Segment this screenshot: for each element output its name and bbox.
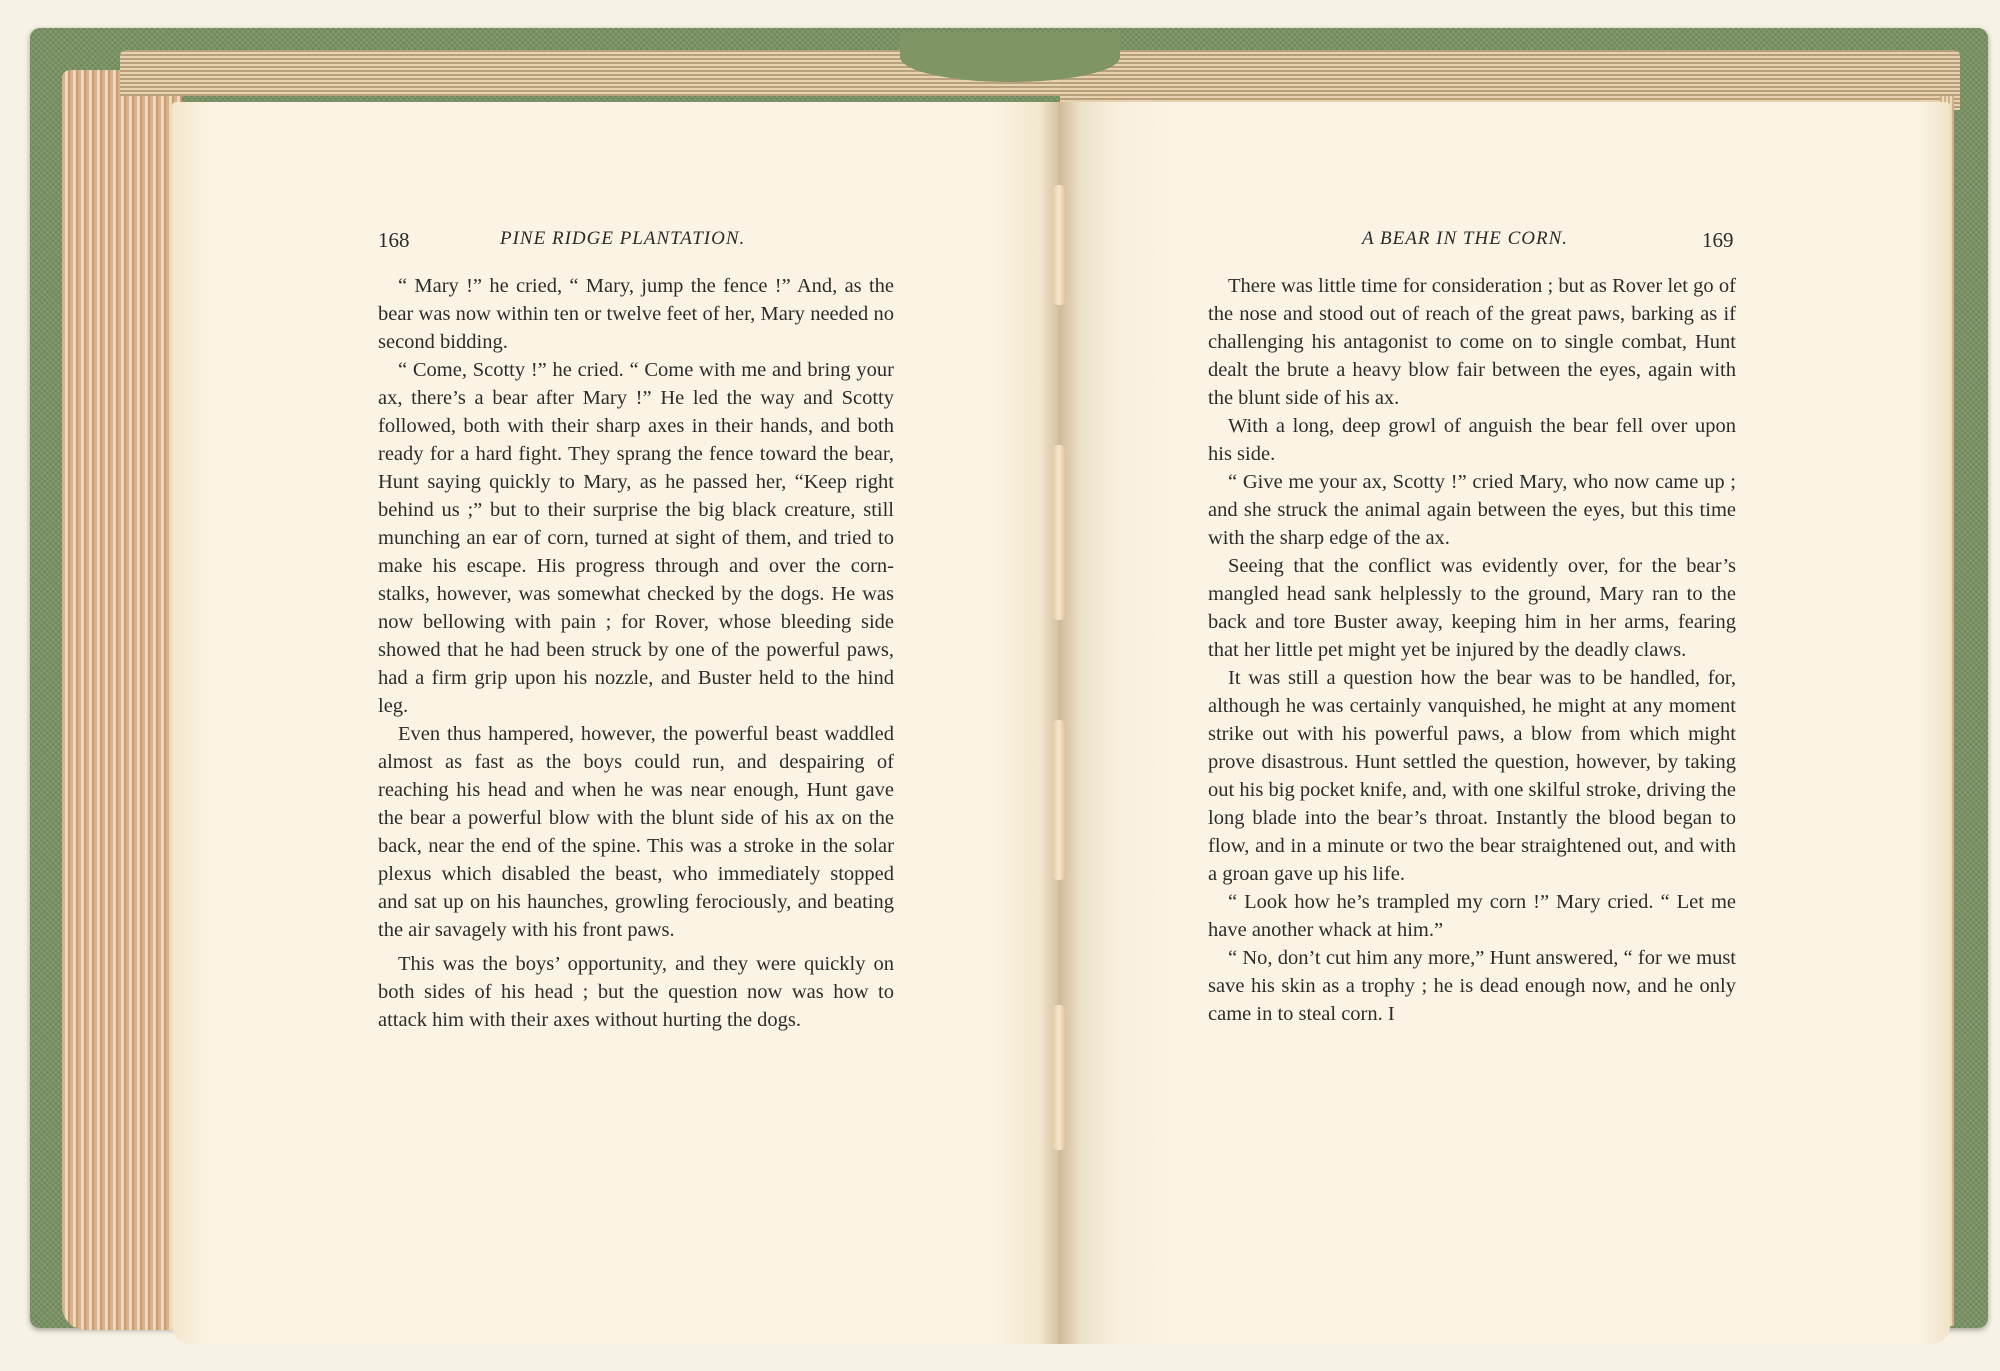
paragraph: “ Come, Scotty !” he cried. “ Come with me and bring your ax, there’s a bear after Mary !” He led the way and Scotty followed, both with their sharp axes in their hands, and both ready for a hard fight. They sprang the fence toward the bear, Hunt saying quickly to Mary, as he passed her, “Keep right behind us ;” but to their surprise the big black creature, still munching an ear of corn, turned at sight of them, and tried to make his escape. His progress through and over the corn-stalks, however, was somewhat checked by the dogs. He was now bellowing with pain ; for Rover, whose bleeding side showed that he had been struck by one of the powerful paws, had a firm grip upon his nozzle, and Buster held to the hind leg. [378, 359, 894, 717]
right-running-header [1350, 228, 1740, 258]
paragraph: There was little time for consideration ; but as Rover let go of the nose and stood out of reach of the great paws, barking as if challenging his antagonist to come on to single combat, Hunt dealt the brute a heavy blow fair between the eyes, again with the blunt side of his ax. [1208, 275, 1736, 409]
spine-head [900, 32, 1120, 82]
paragraph: “ Look how he’s trampled my corn !” Mary cried. “ Let me have another whack at him.” [1208, 891, 1736, 941]
right-running-title: A BEAR IN THE CORN. [1362, 228, 1569, 249]
paragraph: It was still a question how the bear was to be handled, for, although he was certainly vanquished, he might at any moment strike out with his powerful paws, a blow from which might prove disastrous. Hunt settled the question, however, by taking out his big pocket knife, and, with one skilful stroke, driving the long blade into the bear’s throat. Instantly the blood began to flow, and in a minute or two the bear straightened out, and with a groan gave up his life. [1208, 667, 1736, 885]
binding-stitch [1052, 445, 1066, 620]
paragraph: “ Give me your ax, Scotty !” cried Mary, who now came up ; and she struck the animal again between the eyes, but this time with the sharp edge of the ax. [1208, 471, 1736, 549]
paragraph: “ No, don’t cut him any more,” Hunt answered, “ for we must save his skin as a trophy ; he is dead enough now, and he only came in to steal corn. I [1208, 947, 1736, 1025]
paragraph: Even thus hampered, however, the powerful beast waddled almost as fast as the boys could run, and despairing of reaching his head and when he was near enough, Hunt gave the bear a powerful blow with the blunt side of his ax on the back, near the end of the spine. This was a stroke in the solar plexus which disabled the beast, who immediately stopped and sat up on his haunches, growling ferociously, and beating the air savagely with his front paws. [378, 723, 894, 941]
page-edges-top-right [1060, 50, 1960, 110]
binding-stitch [1052, 185, 1066, 305]
binding-stitch [1052, 720, 1066, 880]
left-running-header [378, 228, 898, 258]
left-running-title: PINE RIDGE PLANTATION. [500, 228, 746, 249]
left-page-number: 168 [378, 228, 410, 252]
paragraph: This was the boys’ opportunity, and they were quickly on both sides of his head ; but the question now was how to attack him with their axes without hurting the dogs. [378, 953, 894, 1031]
left-page-text [378, 272, 894, 1034]
paragraph: With a long, deep growl of anguish the bear fell over upon his side. [1208, 415, 1736, 465]
page-edges-left [62, 70, 182, 1330]
binding-stitch [1052, 1005, 1066, 1150]
paragraph: Seeing that the conflict was evidently over, for the bear’s mangled head sank helplessly to the ground, Mary ran to the back and tore Buster away, keeping him in her arms, fearing that her little pet might yet be injured by the deadly claws. [1208, 555, 1736, 661]
paragraph: “ Mary !” he cried, “ Mary, jump the fence !” And, as the bear was now within ten or twelve feet of her, Mary needed no second bidding. [378, 275, 894, 353]
right-page-number: 169 [1702, 228, 1734, 252]
right-page-text [1208, 272, 1736, 1028]
